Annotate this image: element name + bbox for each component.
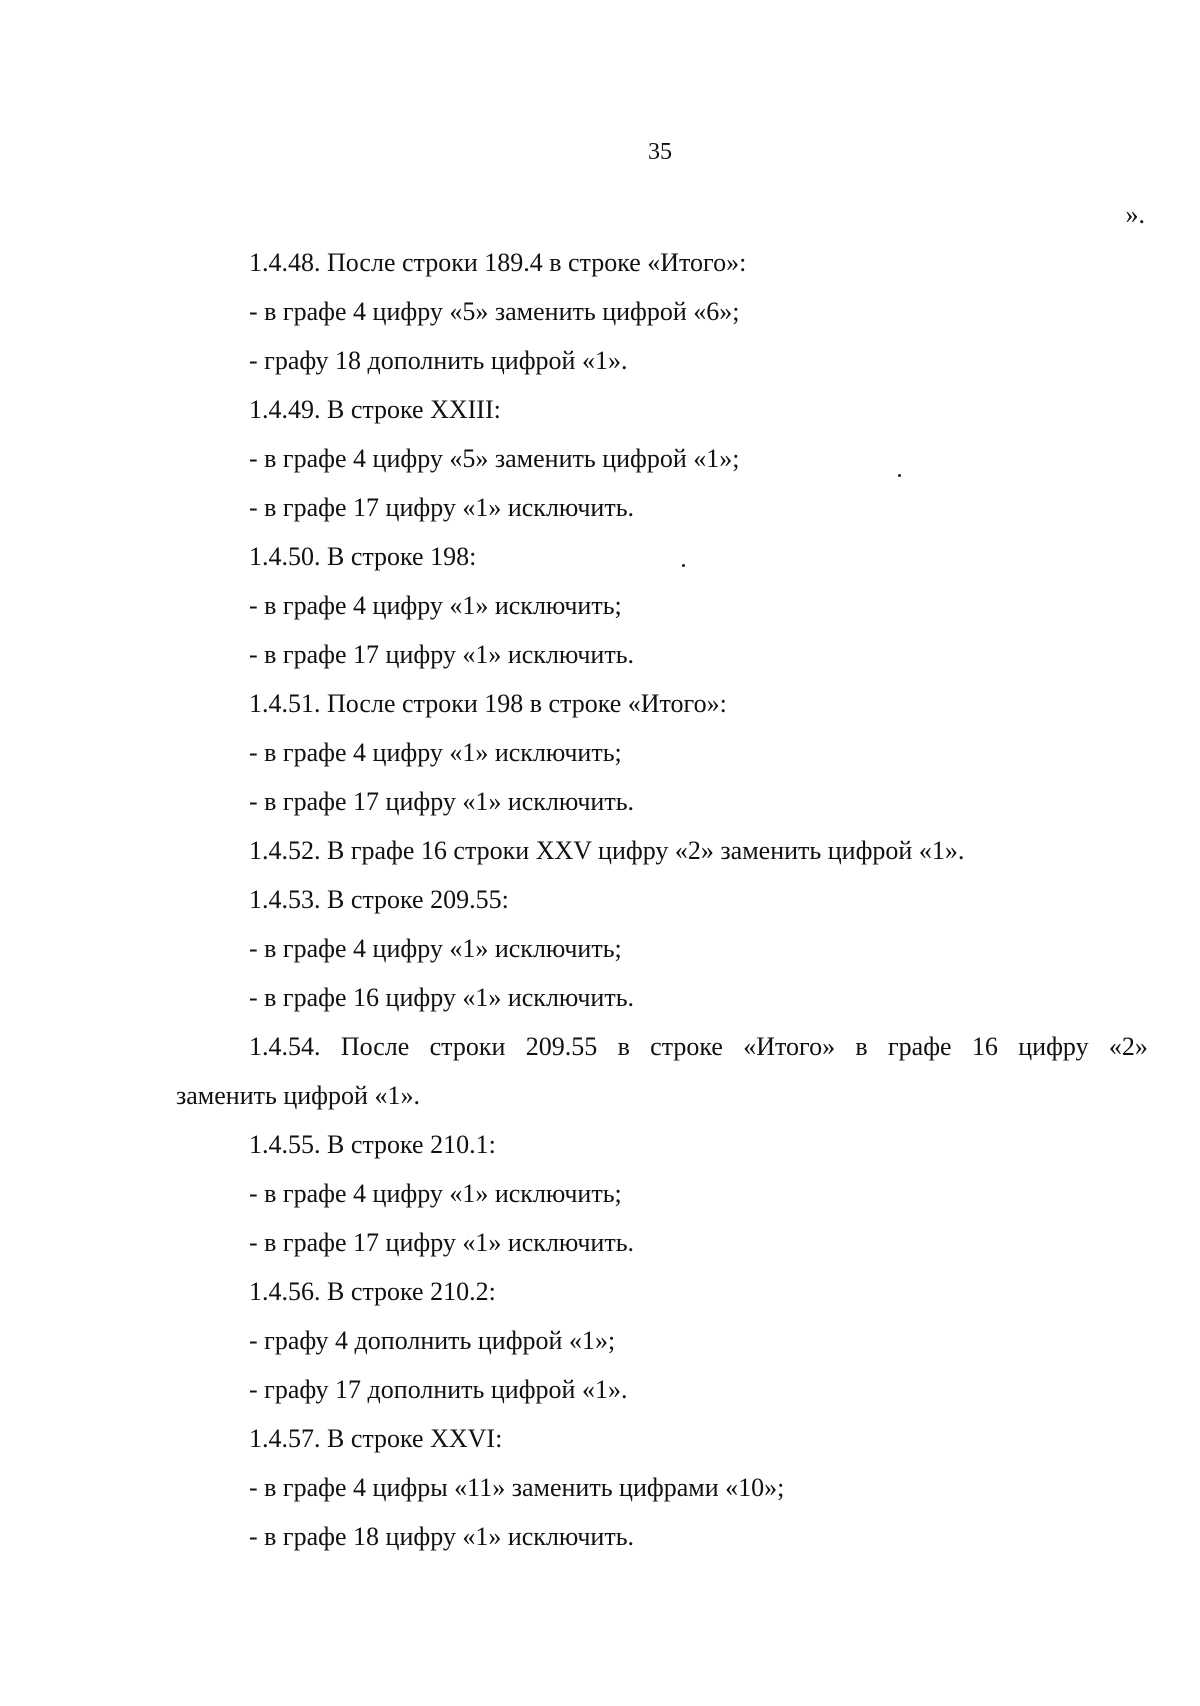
paragraph-heading: 1.4.55. В строке 210.1: xyxy=(249,1130,496,1159)
paragraph-continuation: заменить цифрой «1». xyxy=(176,1081,420,1110)
list-item: - в графе 4 цифру «1» исключить; xyxy=(249,738,622,767)
word: «Итого» xyxy=(743,1032,836,1061)
word: «2» xyxy=(1108,1032,1148,1061)
amendments-text xyxy=(176,248,1148,1571)
paragraph-heading: 1.4.49. В строке XXIII: xyxy=(249,395,501,424)
paragraph-heading: 1.4.51. После строки 198 в строке «Итого»: xyxy=(249,689,727,718)
list-item: - в графе 4 цифру «5» заменить цифрой «6»; xyxy=(249,297,740,326)
list-item: - в графе 4 цифру «1» исключить; xyxy=(249,591,622,620)
list-item: - графу 4 дополнить цифрой «1»; xyxy=(249,1326,616,1355)
word: графе xyxy=(888,1032,952,1061)
list-item: - в графе 18 цифру «1» исключить. xyxy=(249,1522,635,1551)
word: в xyxy=(617,1032,630,1061)
list-item: - в графе 16 цифру «1» исключить. xyxy=(249,983,635,1012)
paragraph-heading: 1.4.52. В графе 16 строки XXV цифру «2» заменить цифрой «1». xyxy=(249,836,965,865)
word: цифру xyxy=(1018,1032,1089,1061)
paragraph-heading: 1.4.48. После строки 189.4 в строке «Итого»: xyxy=(249,248,747,277)
paragraph-heading: 1.4.57. В строке XXVI: xyxy=(249,1424,503,1453)
word: 16 xyxy=(971,1032,998,1061)
word: 209.55 xyxy=(525,1032,598,1061)
list-item: - в графе 17 цифру «1» исключить. xyxy=(249,787,635,816)
word: 1.4.54. xyxy=(249,1032,321,1061)
list-item: - в графе 4 цифру «5» заменить цифрой «1»; xyxy=(249,444,740,473)
paragraph-heading: 1.4.53. В строке 209.55: xyxy=(249,885,509,914)
word: строке xyxy=(650,1032,723,1061)
list-item: - в графе 4 цифру «1» исключить; xyxy=(249,1179,622,1208)
list-item: - в графе 4 цифры «11» заменить цифрами «10»; xyxy=(249,1473,785,1502)
closing-quote: ». xyxy=(1125,200,1145,229)
page-number: 35 xyxy=(648,139,672,165)
scan-speck xyxy=(898,474,901,477)
paragraph-heading-justified xyxy=(176,1032,1148,1081)
word: строки xyxy=(429,1032,506,1061)
word: в xyxy=(855,1032,868,1061)
paragraph-heading: 1.4.50. В строке 198: xyxy=(249,542,477,571)
list-item: - в графе 17 цифру «1» исключить. xyxy=(249,640,635,669)
word: После xyxy=(340,1032,410,1061)
list-item: - в графе 4 цифру «1» исключить; xyxy=(249,934,622,963)
list-item: - в графе 17 цифру «1» исключить. xyxy=(249,493,635,522)
list-item: - графу 18 дополнить цифрой «1». xyxy=(249,346,628,375)
list-item: - графу 17 дополнить цифрой «1». xyxy=(249,1375,628,1404)
scan-speck xyxy=(682,564,685,567)
list-item: - в графе 17 цифру «1» исключить. xyxy=(249,1228,635,1257)
paragraph-heading: 1.4.56. В строке 210.2: xyxy=(249,1277,496,1306)
